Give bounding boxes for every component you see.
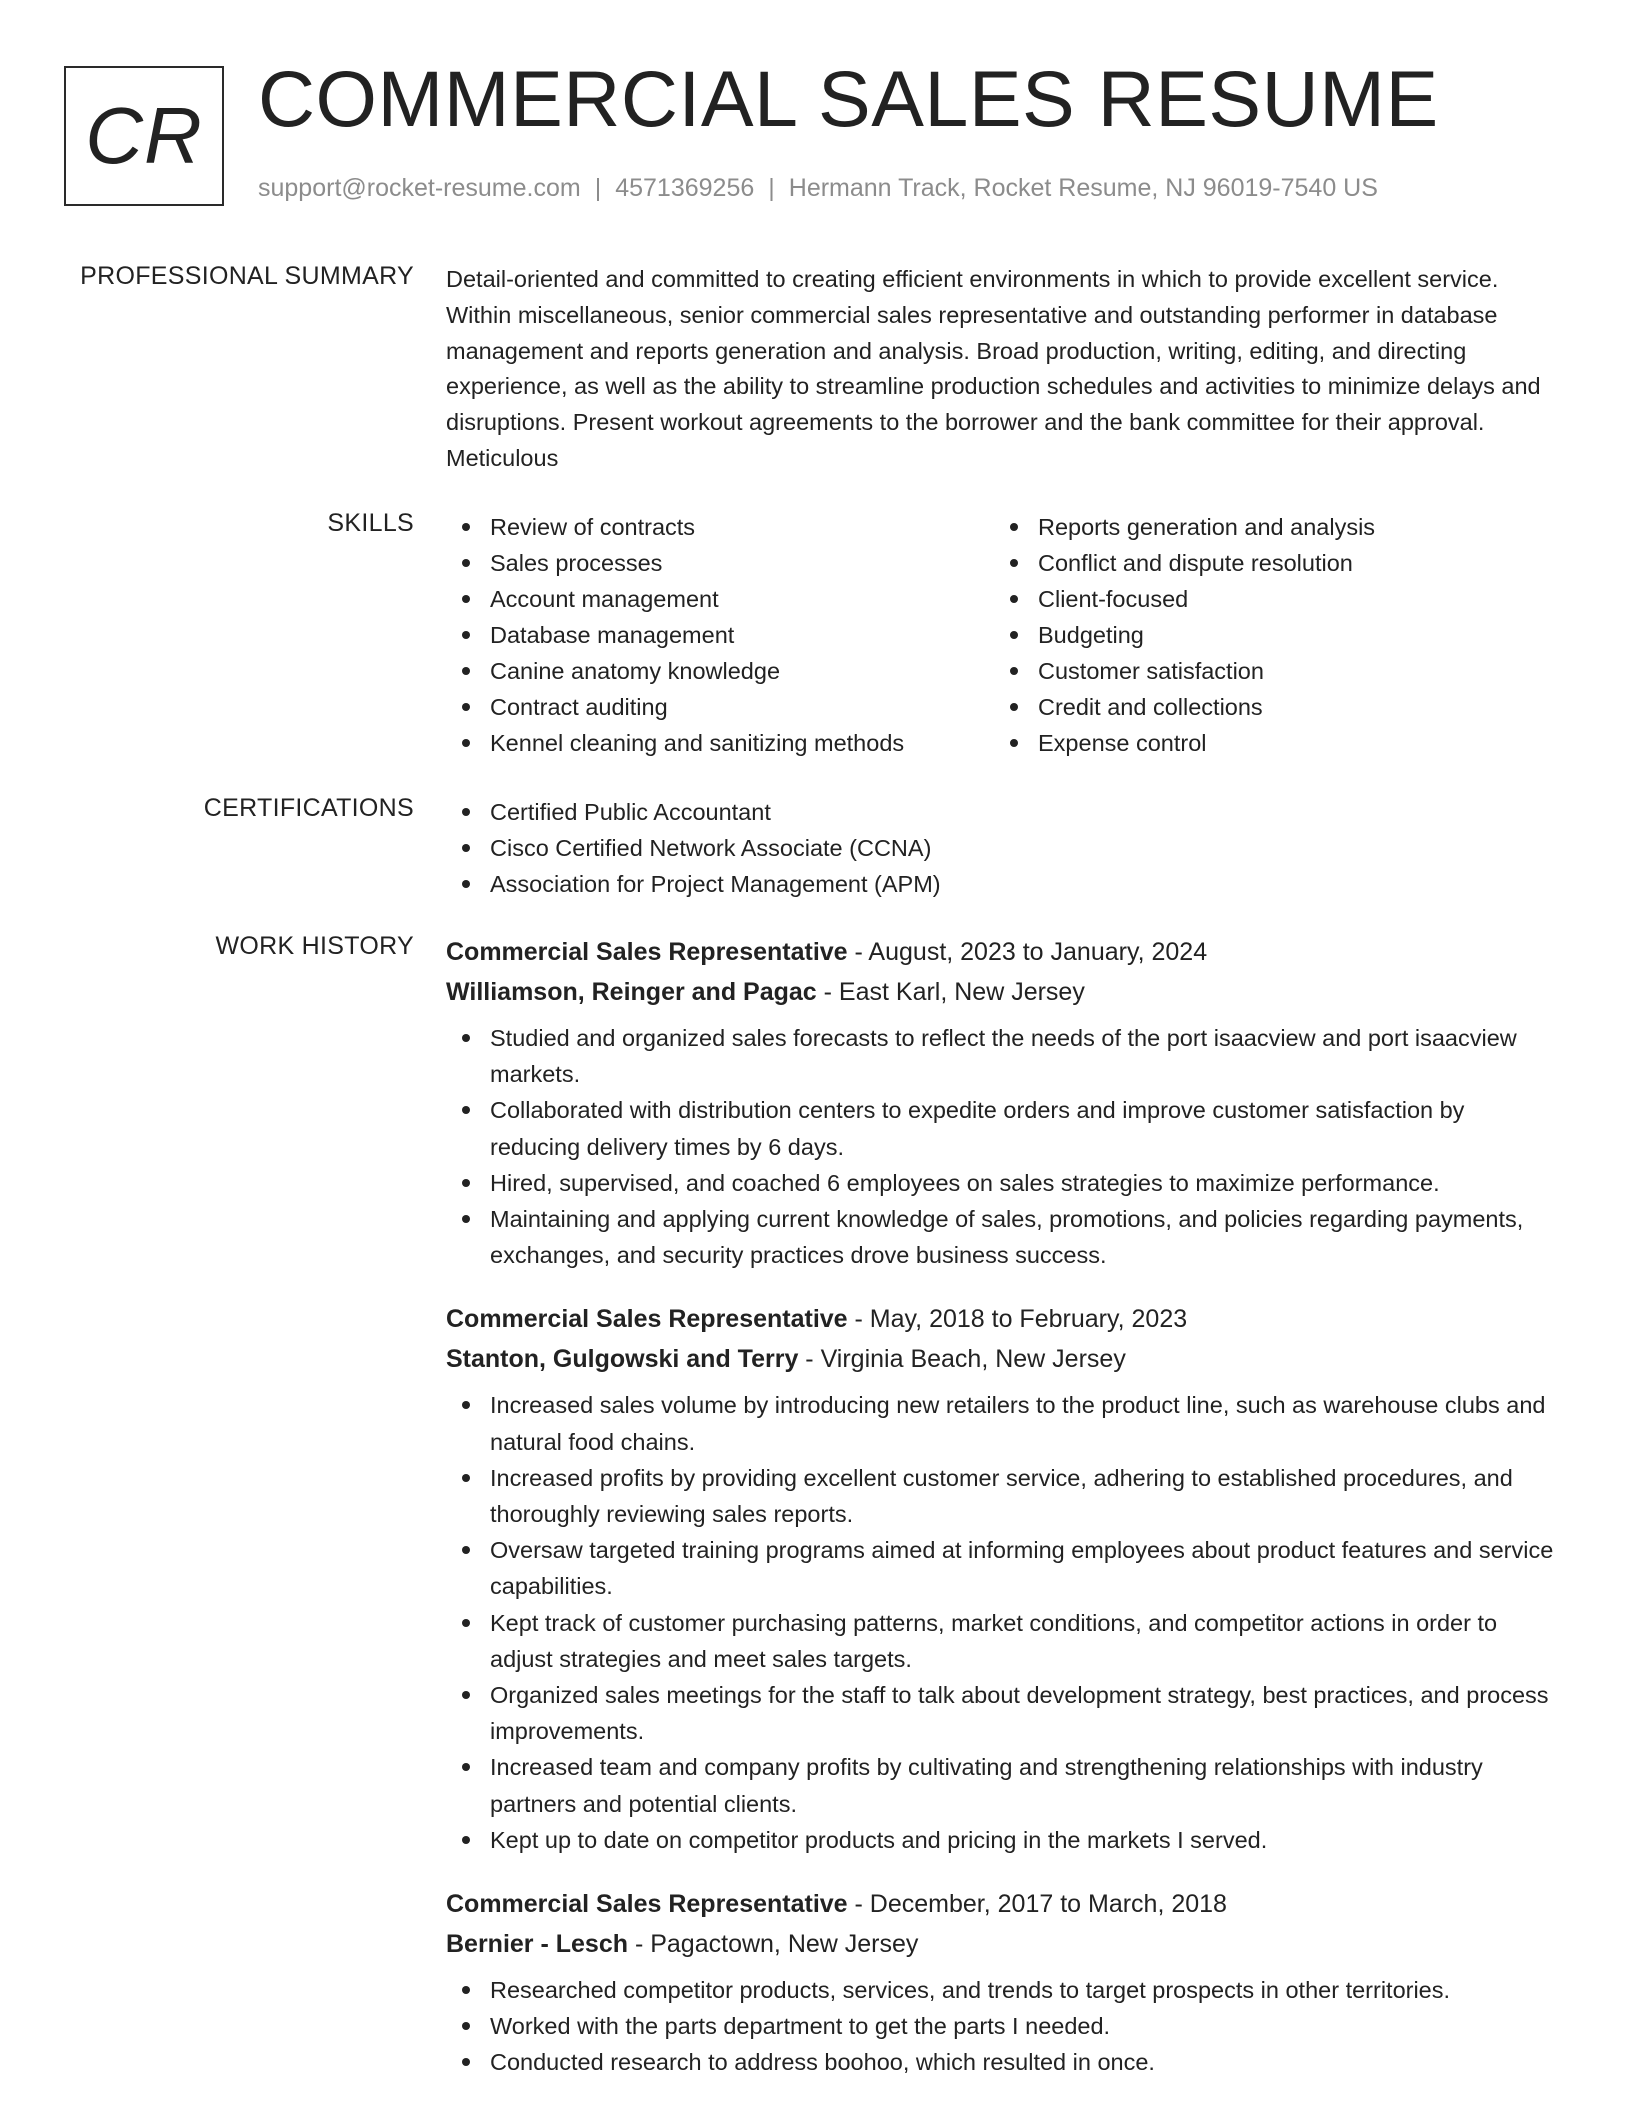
job-title-line [446,1299,1556,1339]
skills-list-left [446,509,994,761]
job-bullet: Increased profits by providing excellent customer service, adhering to established procedures, and thoroughly reviewing sales reports. [446,1460,1556,1532]
job-bullet: Maintaining and applying current knowledge of sales, promotions, and policies regarding payments, exchanges, and security practices drove business success. [446,1201,1556,1273]
job-title-line [446,932,1556,972]
job-bullet: Oversaw targeted training programs aimed at informing employees about product features and service capabilities. [446,1532,1556,1604]
contact-address: Hermann Track, Rocket Resume, NJ 96019-7540 US [788,174,1378,202]
job-bullet: Organized sales meetings for the staff to talk about development strategy, best practices, and process improvements. [446,1677,1556,1749]
skill-item: Budgeting [994,617,1542,653]
job-bullets [446,1020,1556,1273]
skill-item: Kennel cleaning and sanitizing methods [446,725,994,761]
job-entry [446,932,1556,1273]
contact-email[interactable]: support@rocket-resume.com [258,174,581,202]
skill-item: Credit and collections [994,689,1542,725]
job-bullet: Conducted research to address boohoo, which resulted in once. [446,2044,1556,2080]
contact-separator: | [594,174,602,202]
skill-item: Account management [446,581,994,617]
job-bullets [446,1972,1556,2081]
job-entry [446,1884,1556,2081]
job-dates: - August, 2023 to January, 2024 [847,938,1208,966]
work-history-list [446,932,1556,2081]
job-bullet: Increased sales volume by introducing new retailers to the product line, such as warehouse clubs and natural food chains. [446,1387,1556,1459]
job-bullet: Kept up to date on competitor products and pricing in the markets I served. [446,1822,1556,1858]
job-bullet: Collaborated with distribution centers to expedite orders and improve customer satisfaction by reducing delivery times by 6 days. [446,1092,1556,1164]
certification-item: Association for Project Management (APM) [446,866,1556,902]
monogram-logo: CR [64,66,224,206]
certification-item: Cisco Certified Network Associate (CCNA) [446,830,1556,866]
skill-item: Conflict and dispute resolution [994,545,1542,581]
job-dates: - December, 2017 to March, 2018 [847,1890,1227,1919]
job-bullet: Increased team and company profits by cultivating and strengthening relationships with industry partners and potential clients. [446,1749,1556,1821]
job-title: Commercial Sales Representative [446,938,848,966]
job-title: Commercial Sales Representative [446,1890,848,1919]
job-location: - East Karl, New Jersey [816,978,1085,1006]
job-title: Commercial Sales Representative [446,1305,848,1334]
contact-separator: | [768,174,775,202]
certifications-list [446,794,1556,902]
job-entry [446,1299,1556,1858]
job-bullet: Researched competitor products, services, and trends to target prospects in other territories. [446,1972,1556,2008]
job-dates: - May, 2018 to February, 2023 [847,1305,1188,1334]
job-location: - Pagactown, New Jersey [628,1930,919,1959]
job-company: Stanton, Gulgowski and Terry [446,1345,799,1374]
skill-item: Client-focused [994,581,1542,617]
job-bullet: Worked with the parts department to get the parts I needed. [446,2008,1556,2044]
job-company: Williamson, Reinger and Pagac [446,978,817,1006]
skill-item: Contract auditing [446,689,994,725]
job-title-line [446,1884,1556,1924]
certification-item: Certified Public Accountant [446,794,1556,830]
job-bullet: Kept track of customer purchasing patterns, market conditions, and competitor actions in order to adjust strategies and meet sales targets. [446,1605,1556,1677]
contact-phone[interactable]: 4571369256 [615,174,755,202]
job-location: - Virginia Beach, New Jersey [798,1345,1126,1374]
job-bullets [446,1387,1556,1858]
section-label-work-history: WORK HISTORY [215,932,414,960]
job-company-line [446,1924,1556,1964]
job-company: Bernier - Lesch [446,1930,629,1959]
skill-item: Review of contracts [446,509,994,545]
job-bullet: Studied and organized sales forecasts to reflect the needs of the port isaacview and port isaacview markets. [446,1020,1556,1092]
job-company-line [446,972,1556,1012]
skill-item: Reports generation and analysis [994,509,1542,545]
skill-item: Customer satisfaction [994,653,1542,689]
skill-item: Canine anatomy knowledge [446,653,994,689]
summary-text: Detail-oriented and committed to creating efficient environments in which to provide excellent service. Within miscellaneous, senior commercial sales representative and outstanding performer in database management and reports generation and analysis. Broad production, writing, editing, and directing experience, as well as the ability to streamline production schedules and activities to minimize delays and disruptions. Present workout agreements to the borrower and the bank committee for their approval. Meticulous [446,266,1541,471]
skill-item: Database management [446,617,994,653]
resume-title: COMMERCIAL SALES RESUME [258,54,1439,143]
section-label-certifications: CERTIFICATIONS [203,794,414,822]
job-bullet: Hired, supervised, and coached 6 employees on sales strategies to maximize performance. [446,1165,1556,1201]
skill-item: Sales processes [446,545,994,581]
job-company-line [446,1339,1556,1379]
section-label-skills: SKILLS [327,509,414,537]
skill-item: Expense control [994,725,1542,761]
skills-list-right [994,509,1542,761]
contact-line [258,174,1378,203]
section-label-summary: PROFESSIONAL SUMMARY [80,262,414,290]
